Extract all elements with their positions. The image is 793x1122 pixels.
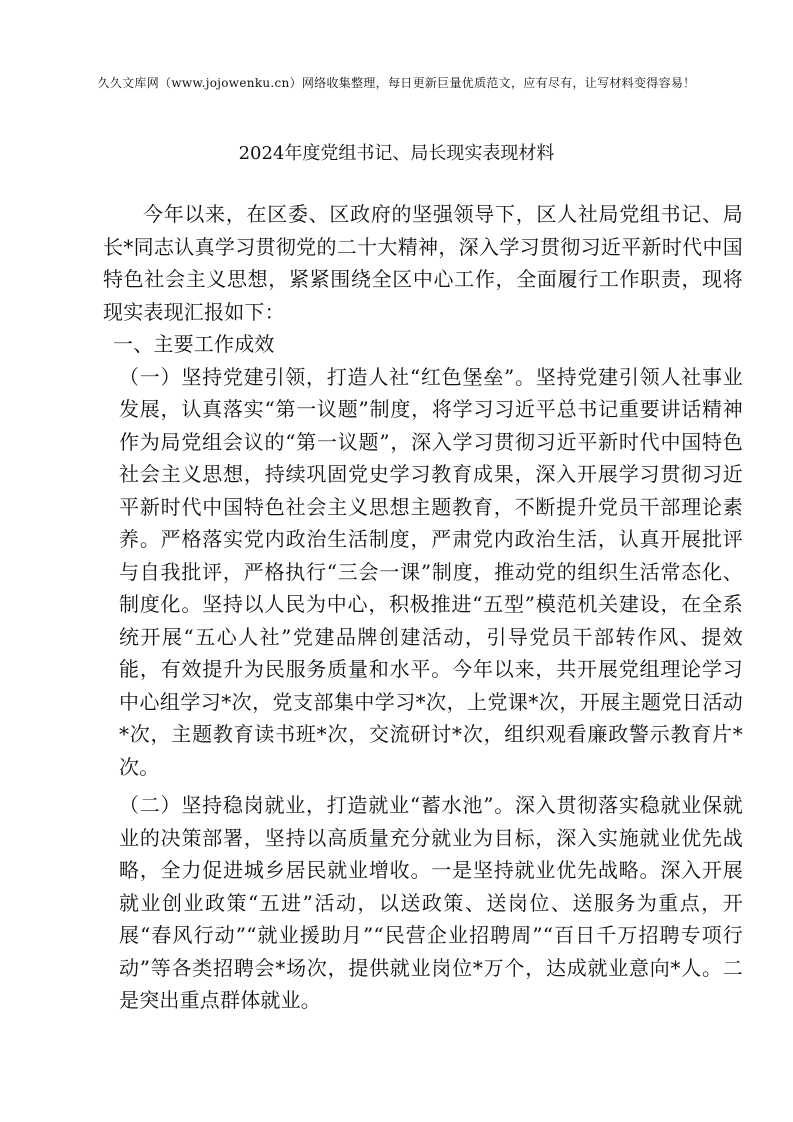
item-paragraph-2: （二）坚持稳岗就业，打造就业“蓄水池”。深入贯彻落实稳就业保就业的决策部署，坚持以高质量充分就业为目标，深入实施就业优先战略，全力促进城乡居民就业增收。一是坚持就业优先战略。深入开展就业创业政策“五进”活动，以送政策、送岗位、送服务为重点，开展“春风行动”“就业援助月”“民营企业招聘周”“百日千万招聘专项行动”等各类招聘会*场次，提供就业岗位*万个，达成就业意向*人。二是突出重点群体就业。 <box>119 793 743 1012</box>
source-header-note: 久久文库网（www.jojowenku.cn）网络收集整理，每日更新巨量优质范文，应有尽有，让写材料变得容易！ <box>97 76 696 90</box>
document-title: 2024年度党组书记、局长现实表现材料 <box>238 143 555 164</box>
intro-paragraph: 今年以来，在区委、区政府的坚强领导下，区人社局党组书记、局长*同志认真学习贯彻党的二十大精神，深入学习贯彻习近平新时代中国特色社会主义思想，紧紧围绕全区中心工作，全面履行工作职责，现将现实表现汇报如下： <box>103 202 743 324</box>
item-paragraph-1: （一）坚持党建引领，打造人社“红色堡垒”。坚持党建引领人社事业发展，认真落实“第一议题”制度，将学习习近平总书记重要讲话精神作为局党组会议的“第一议题”，深入学习贯彻习近平新时代中国特色社会主义思想，持续巩固党史学习教育成果，深入开展学习贯彻习近平新时代中国特色社会主义思想主题教育，不断提升党员干部理论素养。严格落实党内政治生活制度，严肃党内政治生活，认真开展批评与自我批评，严格执行“三会一课”制度，推动党的组织生活常态化、制度化。坚持以人民为中心，积极推进“五型”模范机关建设，在全系统开展“五心人社”党建品牌创建活动，引导党员干部转作风、提效能，有效提升为民服务质量和水平。今年以来，共开展党组理论学习中心组学习*次，党支部集中学习*次，上党课*次，开展主题党日活动*次，主题教育读书班*次，交流研讨*次，组织观看廉政警示教育片*次。 <box>119 364 743 779</box>
section-heading: 一、主要工作成效 <box>113 332 275 356</box>
document-body <box>103 198 743 1017</box>
